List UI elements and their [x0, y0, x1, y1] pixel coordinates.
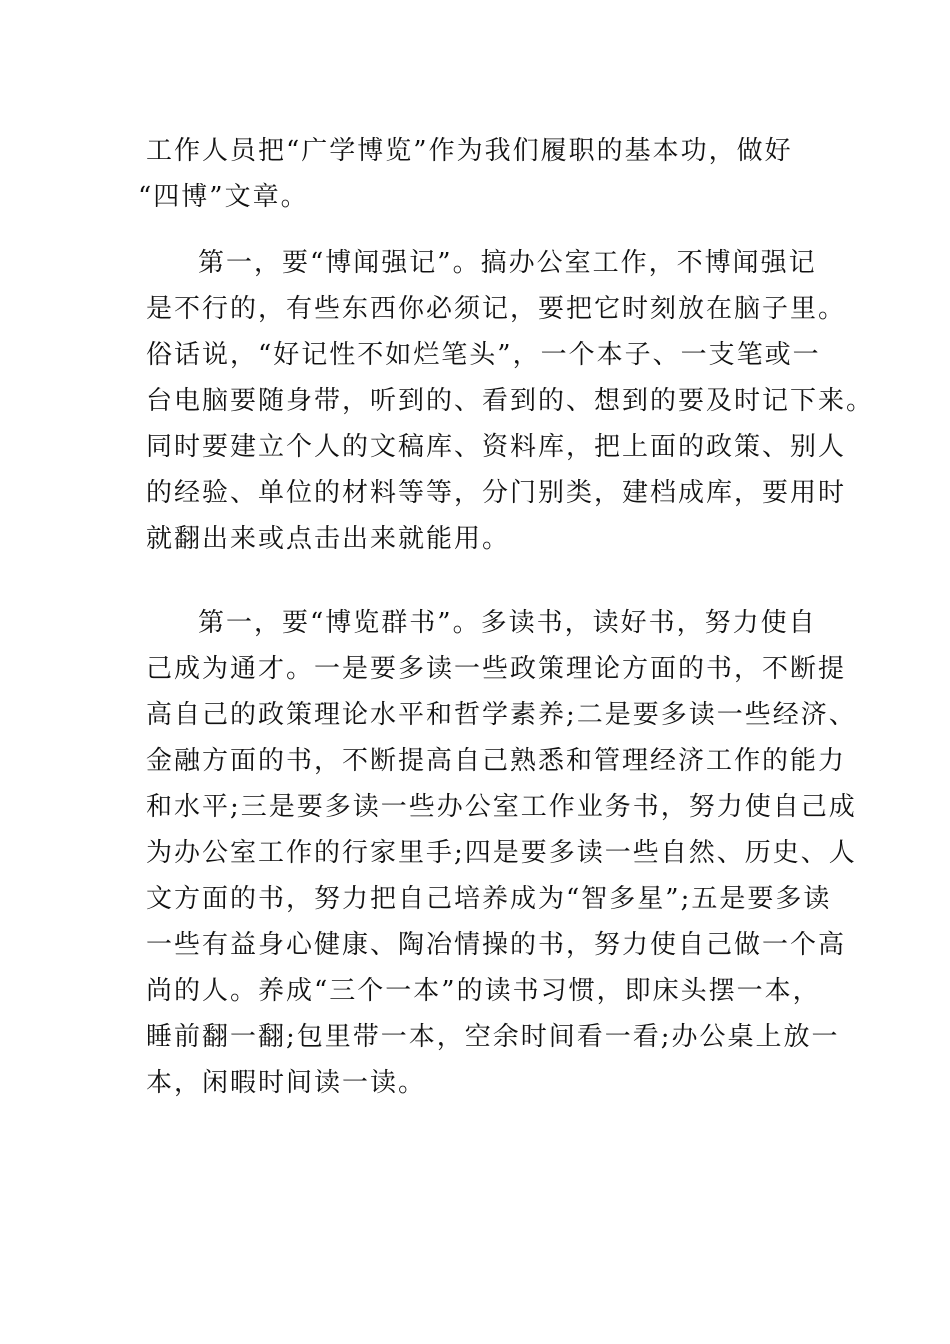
- text-line: 就翻出来或点击出来就能用。: [146, 524, 511, 554]
- paragraph-bolanqunshu: [146, 600, 857, 1106]
- text-line: 高自己的政策理论水平和哲学素养;二是要多读一些经济、: [146, 700, 857, 730]
- paragraph-bowenqiangji: [146, 240, 875, 562]
- text-line: 本，闲暇时间读一读。: [146, 1068, 427, 1098]
- text-line: 同时要建立个人的文稿库、资料库，把上面的政策、别人: [146, 432, 847, 462]
- text-line: 的经验、单位的材料等等，分门别类，建档成库，要用时: [146, 478, 847, 508]
- text-line: 一些有益身心健康、陶冶情操的书，努力使自己做一个高: [146, 930, 847, 960]
- text-line: 为办公室工作的行家里手;四是要多读一些自然、历史、人: [146, 838, 857, 868]
- text-line: 第一，要“博览群书”。多读书，读好书，努力使自: [198, 608, 817, 638]
- text-line: 是不行的，有些东西你必须记，要把它时刻放在脑子里。: [146, 294, 847, 324]
- text-line: 第一，要“博闻强记”。搞办公室工作，不博闻强记: [198, 248, 817, 278]
- text-line: 台电脑要随身带，听到的、看到的、想到的要及时记下来。: [146, 386, 875, 416]
- text-line: 工作人员把“广学博览”作为我们履职的基本功，做好: [146, 136, 793, 166]
- text-line: 和水平;三是要多读一些办公室工作业务书，努力使自己成: [146, 792, 857, 822]
- intro-paragraph: [138, 128, 806, 220]
- text-line: 金融方面的书，不断提高自己熟悉和管理经济工作的能力: [146, 746, 847, 776]
- text-line: “四博”文章。: [138, 182, 309, 212]
- text-line: 俗话说，“好记性不如烂笔头”，一个本子、一支笔或一: [146, 340, 821, 370]
- text-line: 己成为通才。一是要多读一些政策理论方面的书，不断提: [146, 654, 847, 684]
- text-line: 睡前翻一翻;包里带一本，空余时间看一看;办公桌上放一: [146, 1022, 840, 1052]
- text-line: 文方面的书，努力把自己培养成为“智多星”;五是要多读: [146, 884, 832, 914]
- text-line: 尚的人。养成“三个一本”的读书习惯，即床头摆一本，: [146, 976, 821, 1006]
